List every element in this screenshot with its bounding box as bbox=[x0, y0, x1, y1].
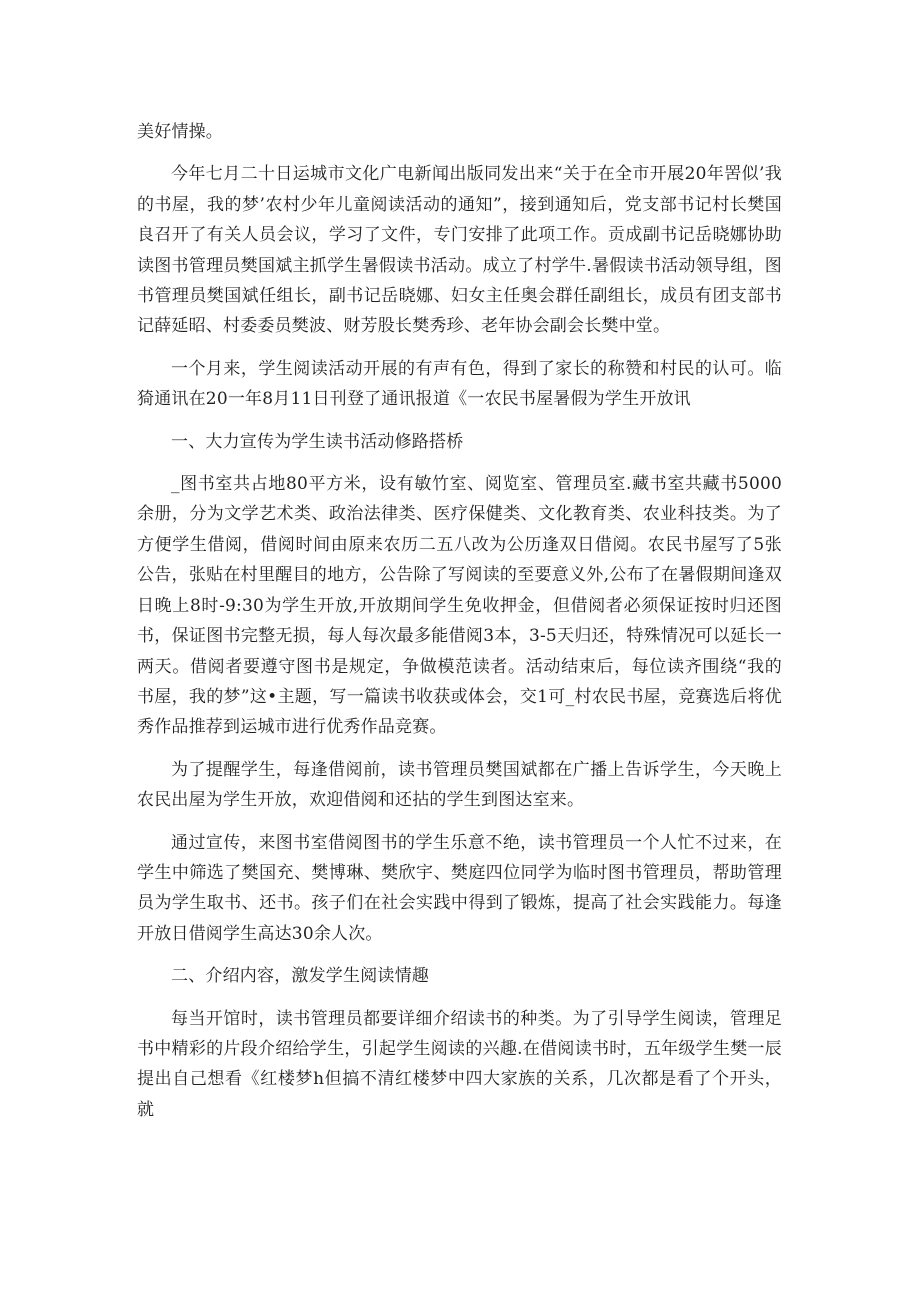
section-heading-1: 一、大力宣传为学生读书活动修路搭桥 bbox=[171, 431, 464, 452]
paragraph-1: 美好情操。 bbox=[137, 122, 223, 142]
paragraph-3: 一个月来，学生阅读活动开展的有声有色，得到了家长的称赞和村民的认可。临猗通讯在20一年8月11日刊登了通讯报道《一农民书屋暑假为学生开放讯 bbox=[137, 358, 782, 410]
paragraph-4: _图书室共占地80平方米，设有敏竹室、阅览室、管理员室.藏书室共藏书5000余册，分为文学艺术类、政治法律类、医疗保健类、文化教育类、农业科技类。为了方便学生借阅，借阅时间由原来农历二五八改为公历逢双日借阅。农民书屋写了5张公告，张贴在村里醒目的地方，公告除了写阅读的至要意义外,公布了在暑假期间逢双日晚上8时-9:30为学生开放,开放期间学生免收押金，但借阅者必须保证按时归还图书，保证图书完整无损，每人每次最多能借阅3本，3-5天归还，特殊情况可以延长一两天。借阅者要遵守图书是规定，争做模范读者。活动结束后，每位读齐围绕“我的书屋，我的梦”这•主题，写一篇读书收获或体会，交1可_村农民书屋，竞赛选后将优秀作品推荐到运城市进行优秀作品竞赛。 bbox=[137, 474, 782, 738]
paragraph-7: 每当开馆时，读书管理员都要详细介绍读书的种类。为了引导学生阅读，管理足书中精彩的片段介绍给学生，引起学生阅读的兴趣.在借阅读书时，五年级学生樊一辰提出自己想看《红楼梦h但搞不清红楼梦中四大家族的关系，几次都是看了个开头，就 bbox=[137, 1008, 782, 1120]
paragraph-5: 为了提醒学生，每逢借阅前，读书管理员樊国斌都在广播上告诉学生，今天晚上农民出屋为学生开放，欢迎借阅和还拈的学生到图达室来。 bbox=[137, 759, 782, 811]
paragraph-2: 今年七月二十日运城市文化广电新闻出版同发出来“关于在全市开展20年罟似’我的书屋，我的梦’农村少年儿童阅读活动的通知”，接到通知后，党支部书记村长樊国良召开了有关人员会议，学习了文件，专门安排了此项工作。贡成副书记岳晓娜协助读图书管理员樊国斌主抓学生暑假读书活动。成立了村学牛.暑假读书活动领导组，图书管理员樊国斌任组长，副书记岳晓娜、妇女主任奥会群任副组长，成员有团支部书记薛延昭、村委委员樊波、财芳股长樊秀珍、老年协会副会长樊中堂。 bbox=[137, 164, 782, 337]
paragraph-6: 通过宣传，来图书室借阅图书的学生乐意不绝，读书管理员一个人忙不过来，在学生中筛选了樊国充、樊博琳、樊欣宇、樊庭四位同学为临时图书管理员，帮助管理员为学生取书、还书。孩子们在社会实践中得到了锻炼，提高了社会实践能力。每逢开放日借阅学生高达30余人次。 bbox=[137, 832, 782, 944]
section-heading-2: 二、介绍内容，激发学生阅读情趣 bbox=[171, 966, 429, 987]
document-body bbox=[137, 117, 782, 1125]
